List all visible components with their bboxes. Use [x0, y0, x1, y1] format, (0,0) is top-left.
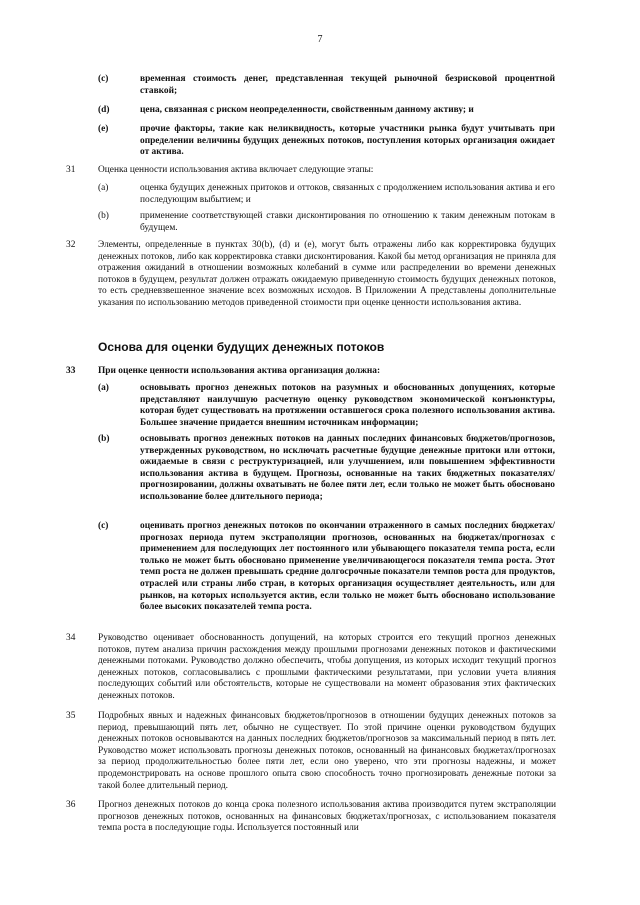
paragraph-33-number: 33: [66, 366, 76, 376]
paragraph-33-c-label: (c): [98, 521, 109, 531]
paragraph-33-b-label: (b): [98, 434, 110, 444]
section-heading: Основа для оценки будущих денежных потоков: [98, 340, 385, 354]
paragraph-31-a-label: (a): [98, 183, 109, 193]
paragraph-31-b-text: применение соответствующей ставки дисконтирования по отношению к таким денежным потокам в будущем.: [140, 211, 555, 233]
paragraph-33-b-text: основывать прогноз денежных потоков на данных последних финансовых бюджетов/прогнозов, утвержденных руководством, но исключать расчетные будущие денежные притоки или оттоки, ожидаемые в связи с реструктуризацией, или улучшением, или повышением эффективности использования актива в будущем. Прогнозы, основанные на таких бюджетных показателях/прогнозировании, должны охватывать не более пяти лет, если только не может быть обосновано использование более длительного периода;: [140, 434, 555, 502]
paragraph-35-number: 35: [66, 711, 76, 721]
paragraph-33-a-text: основывать прогноз денежных потоков на разумных и обоснованных допущениях, которые представляют наилучшую расчетную оценку руководством экономической конъюнктуры, которая будет существовать на протяжении оставшегося срока полезного использования актива. Большее значение придается внешним источникам информации;: [140, 383, 555, 428]
paragraph-34-number: 34: [66, 633, 76, 643]
paragraph-32-number: 32: [66, 240, 76, 250]
item-c-label: (c): [98, 74, 109, 84]
paragraph-33-c-text: оценивать прогноз денежных потоков по окончании отраженного в самых последних бюджетах/прогнозах периода путем экстраполяции прогнозов, основанных на бюджетах/прогнозах с применением для последующих лет постоянного или убывающего показателя темпа роста, если только не может быть обосновано применение увеличивающегося показателя темпа роста. Этот темп роста не должен превышать средние долгосрочные показатели темпов роста для продуктов, отраслей или страны либо стран, в которых организация осуществляет деятельность, или для рынков, на которых используется актив, если только не может быть обосновано использование более высоких показателей темпа роста.: [140, 521, 555, 613]
item-d-label: (d): [98, 105, 110, 115]
item-c-text: временная стоимость денег, представленная текущей рыночной безрисковой процентной ставкой;: [140, 74, 555, 96]
item-e-label: (e): [98, 124, 109, 134]
paragraph-36-text: Прогноз денежных потоков до конца срока полезного использования актива производится путем экстраполяции прогнозов денежных потоков, основанных на финансовых бюджетах/прогнозах, с использованием показателя темпа роста в последующие годы. Используется постоянный или: [98, 800, 556, 834]
paragraph-32-text: Элементы, определенные в пунктах 30(b), (d) и (e), могут быть отражены либо как корректировка будущих денежных потоков, либо как корректировка ставки дисконтирования. Какой бы метод организация не приняла для отражения ожиданий в отношении возможных колебаний в сумме или распределении во времени денежных потоков в будущем, результат должен отражать ожидаемую приведенную стоимость будущих денежных потоков, то есть средневзвешенное значение всех возможных исходов. В Приложении А представлены дополнительные указания по использованию методов приведенной стоимости при оценке ценности использования актива.: [98, 240, 556, 308]
paragraph-31-number: 31: [66, 165, 76, 175]
paragraph-33-a-label: (a): [98, 383, 109, 393]
paragraph-33-text: При оценке ценности использования актива организация должна:: [98, 366, 381, 376]
paragraph-31-text: Оценка ценности использования актива включает следующие этапы:: [98, 165, 374, 175]
paragraph-31-b-label: (b): [98, 211, 109, 221]
page-number: 7: [317, 34, 323, 45]
paragraph-34-text: Руководство оценивает обоснованность допущений, на которых строится его текущий прогноз денежных потоков, путем анализа причин расхождения между прошлыми прогнозами денежных потоков и фактическими денежными потоками. Руководство должно обеспечить, чтобы допущения, из которых исходит текущий прогноз денежных потоков, согласовывались с прошлыми фактическими результатами, при условии учета влияния последующих событий или обстоятельств, которые не существовали на момент образования этих фактических денежных потоков.: [98, 633, 556, 701]
paragraph-36-number: 36: [66, 800, 76, 810]
item-d-text: цена, связанная с риском неопределенности, свойственным данному активу; и: [140, 105, 474, 115]
paragraph-31-a-text: оценка будущих денежных притоков и оттоков, связанных с продолжением использования актива и его последующим выбытием; и: [140, 183, 555, 205]
paragraph-35-text: Подробных явных и надежных финансовых бюджетов/прогнозов в отношении будущих денежных потоков за период, превышающий пять лет, обычно не существует. По этой причине оценки руководством будущих денежных потоков основываются на данных последних бюджетов/прогнозов за максимальный период в пять лет. Руководство может использовать прогнозы денежных потоков, основанный на финансовых бюджетах/прогнозах за период продолжительностью более пяти лет, если оно уверено, что эти прогнозы надежны, и может продемонстрировать на основе прошлого опыта свою способность точно прогнозировать денежные потоки за такой более длительный период.: [98, 711, 556, 791]
item-e-text: прочие факторы, такие как неликвидность, которые участники рынка будут учитывать при определении величины будущих денежных потоков, поступления которых организация ожидает от актива.: [140, 124, 555, 158]
